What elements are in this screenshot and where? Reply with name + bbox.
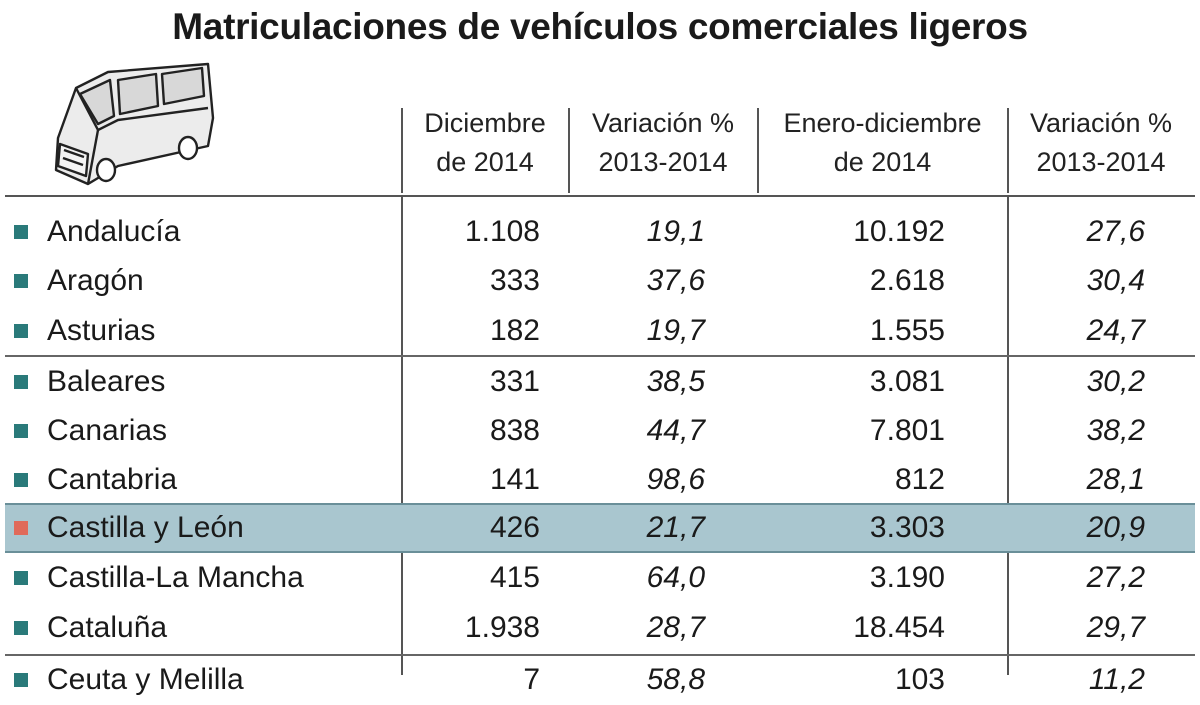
table-row xyxy=(5,306,1195,356)
region-name: Cantabria xyxy=(47,463,178,496)
region-marker xyxy=(14,571,28,585)
table-row xyxy=(5,256,1195,306)
region-name: Castilla-La Mancha xyxy=(47,561,304,594)
table-row xyxy=(5,553,1195,603)
region-name: Ceuta y Melilla xyxy=(47,663,244,696)
table-row xyxy=(5,406,1195,456)
var-ene-dic-value: 30,2 xyxy=(1086,365,1145,398)
region-name: Baleares xyxy=(47,365,166,398)
var-dic-value: 19,7 xyxy=(646,314,705,347)
var-dic-value: 64,0 xyxy=(646,561,705,594)
ene-dic-2014-value: 18.454 xyxy=(853,611,945,644)
ene-dic-2014-value: 1.555 xyxy=(869,314,945,347)
var-ene-dic-value: 29,7 xyxy=(1086,611,1145,644)
header-divider xyxy=(757,108,759,193)
var-dic-value: 98,6 xyxy=(646,463,705,496)
ene-dic-2014-value: 10.192 xyxy=(853,215,945,248)
region-marker xyxy=(14,424,28,438)
var-ene-dic-value: 38,2 xyxy=(1086,414,1145,447)
region-marker xyxy=(14,375,28,389)
region-marker xyxy=(14,621,28,635)
dic-2014-value: 333 xyxy=(489,264,540,297)
column-header: Variación % 2013-2014 xyxy=(1029,108,1173,177)
var-dic-value: 19,1 xyxy=(646,215,705,248)
table-row xyxy=(5,207,1195,257)
region-marker xyxy=(14,225,28,239)
ene-dic-2014-value: 3.303 xyxy=(869,511,945,544)
header-rule xyxy=(5,195,1195,197)
ene-dic-2014-value: 3.081 xyxy=(869,365,945,398)
var-ene-dic-value: 27,2 xyxy=(1086,561,1145,594)
table-row xyxy=(5,503,1195,553)
header-divider xyxy=(401,108,403,193)
var-dic-value: 28,7 xyxy=(646,611,705,644)
region-marker xyxy=(14,521,28,535)
region-marker xyxy=(14,673,28,687)
region-marker xyxy=(14,473,28,487)
dic-2014-value: 182 xyxy=(489,314,540,347)
region-name: Aragón xyxy=(47,264,144,297)
dic-2014-value: 331 xyxy=(489,365,540,398)
var-ene-dic-value: 28,1 xyxy=(1086,463,1145,496)
region-name: Asturias xyxy=(47,314,156,347)
region-name: Castilla y León xyxy=(47,511,244,544)
ene-dic-2014-value: 812 xyxy=(894,463,945,496)
van-icon xyxy=(48,58,218,193)
dic-2014-value: 838 xyxy=(489,414,540,447)
table-row xyxy=(5,357,1195,407)
dic-2014-value: 1.938 xyxy=(464,611,540,644)
var-dic-value: 37,6 xyxy=(646,264,705,297)
dic-2014-value: 141 xyxy=(489,463,540,496)
column-header: Enero-diciembre de 2014 xyxy=(783,108,982,177)
column-header: Diciembre de 2014 xyxy=(424,108,546,177)
region-name: Canarias xyxy=(47,414,168,447)
var-ene-dic-value: 24,7 xyxy=(1086,314,1145,347)
region-name: Cataluña xyxy=(47,611,168,644)
header-divider xyxy=(1007,108,1009,193)
column-header: Variación % 2013-2014 xyxy=(591,108,735,177)
var-dic-value: 44,7 xyxy=(646,414,705,447)
var-ene-dic-value: 30,4 xyxy=(1086,264,1145,297)
var-dic-value: 38,5 xyxy=(646,365,705,398)
var-dic-value: 58,8 xyxy=(646,663,705,696)
dic-2014-value: 1.108 xyxy=(464,215,540,248)
ene-dic-2014-value: 2.618 xyxy=(869,264,945,297)
table-title: Matriculaciones de vehículos comerciales ligeros xyxy=(172,6,1028,47)
ene-dic-2014-value: 103 xyxy=(894,663,945,696)
dic-2014-value: 415 xyxy=(489,561,540,594)
dic-2014-value: 7 xyxy=(523,663,540,696)
region-name: Andalucía xyxy=(47,215,181,248)
var-ene-dic-value: 11,2 xyxy=(1088,663,1145,696)
header-divider xyxy=(568,108,570,193)
table-row xyxy=(5,603,1195,653)
table-row xyxy=(5,455,1195,505)
dic-2014-value: 426 xyxy=(489,511,540,544)
var-ene-dic-value: 27,6 xyxy=(1086,215,1145,248)
ene-dic-2014-value: 7.801 xyxy=(869,414,945,447)
var-ene-dic-value: 20,9 xyxy=(1086,511,1145,544)
region-marker xyxy=(14,274,28,288)
table-row xyxy=(5,655,1195,705)
ene-dic-2014-value: 3.190 xyxy=(869,561,945,594)
var-dic-value: 21,7 xyxy=(646,511,705,544)
region-marker xyxy=(14,324,28,338)
